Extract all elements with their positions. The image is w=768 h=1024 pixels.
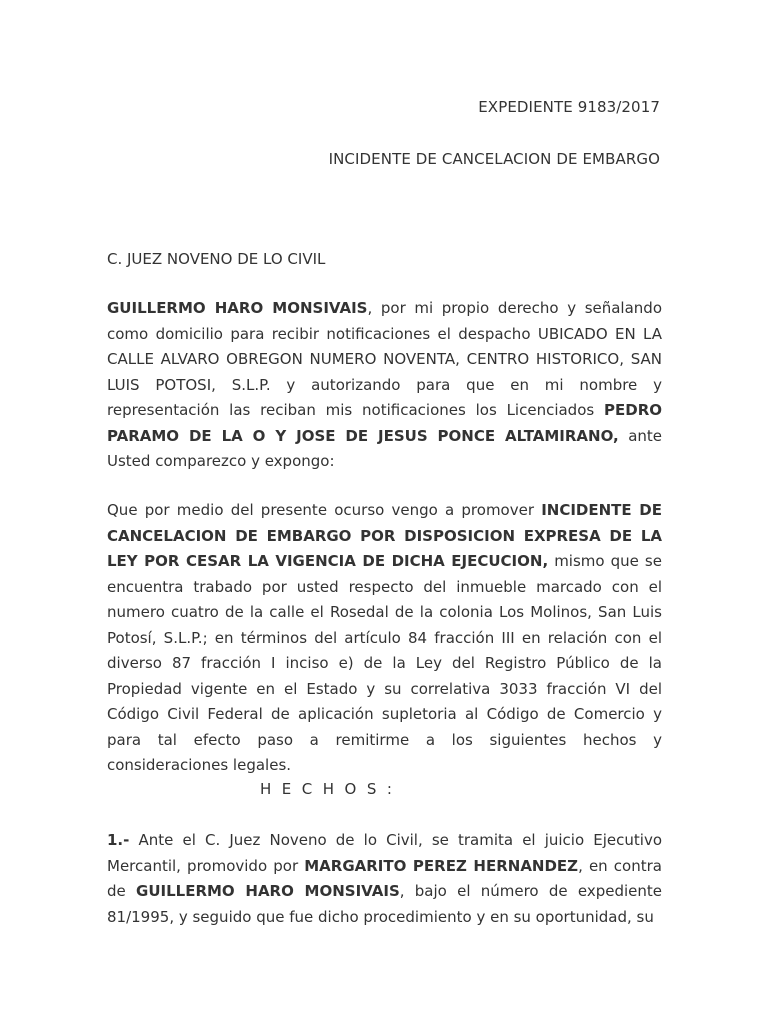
- petition-text-b: mismo que se encuentra trabado por usted respecto del inmueble marcado con el numero cuatro de la calle el Rosedal de la colonia Los Molinos, San Luis Potosí, S.L.P.; en términos del artículo 84 fracción III en relación con el diverso 87 fracción I inciso e) de la Ley del Registro Público de la Propiedad vigente en el Estado y su correlativa 3033 fracción VI del Código Civil Federal de aplicación supletoria al Código de Comercio y para tal efecto paso a remitirme a los siguientes hechos y consideraciones legales.: [107, 552, 662, 774]
- fact-number: 1.-: [107, 831, 130, 849]
- plaintiff-name: MARGARITO PEREZ HERNANDEZ: [304, 856, 579, 875]
- addressee: C. JUEZ NOVENO DE LO CIVIL: [107, 250, 326, 268]
- expediente-number: EXPEDIENTE 9183/2017: [478, 98, 660, 116]
- fact-text-b: , en contra de: [107, 856, 662, 900]
- petition-paragraph: [107, 498, 662, 779]
- petition-bold: INCIDENTE DE CANCELACION DE EMBARGO POR DISPOSICION EXPRESA DE LA LEY POR CESAR LA VIGENCIA DE DICHA EJECUCION,: [107, 501, 663, 570]
- intro-text-a: , por mi propio derecho y señalando como domicilio para recibir notificaciones el despacho UBICADO EN LA CALLE ALVARO OBREGON NUMERO NOVENTA, CENTRO HISTORICO, SAN LUIS POTOSI, S.L.P. y autorizando para que en mi nombre y representación las reciban mis notificaciones los Licenciados: [107, 299, 662, 419]
- fact-text-c: , bajo el número de expediente 81/1995, y seguido que fue dicho procedimiento y en su oportunidad, su: [107, 882, 662, 926]
- petitioner-name: GUILLERMO HARO MONSIVAIS: [107, 299, 368, 317]
- incidente-title: INCIDENTE DE CANCELACION DE EMBARGO: [328, 150, 660, 168]
- fact-text-a: Ante el C. Juez Noveno de lo Civil, se tramita el juicio Ejecutivo Mercantil, promovido por: [107, 831, 662, 875]
- hechos-heading: HECHOS:: [260, 780, 403, 798]
- defendant-name: GUILLERMO HARO MONSIVAIS: [136, 882, 400, 900]
- intro-paragraph: [107, 296, 662, 475]
- fact-paragraph-1: [107, 828, 662, 930]
- intro-text-b: ante Usted comparezco y expongo:: [107, 426, 663, 470]
- petition-text-a: Que por medio del presente ocurso vengo a promover: [107, 501, 542, 519]
- authorized-lawyers: PEDRO PARAMO DE LA O Y JOSE DE JESUS PONCE ALTAMIRANO,: [107, 401, 662, 445]
